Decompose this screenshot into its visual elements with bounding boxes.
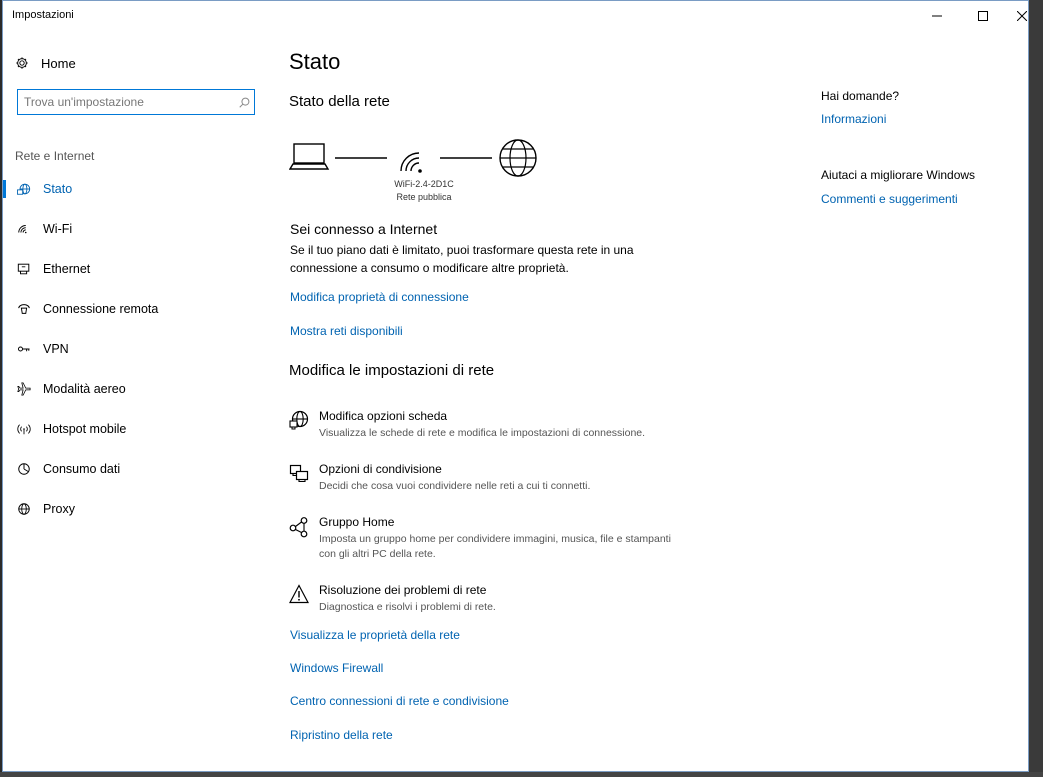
gear-icon [15, 56, 29, 70]
ethernet-icon [5, 262, 43, 276]
airplane-icon [5, 382, 43, 396]
page-title: Stato [289, 49, 341, 74]
setting-title: Modifica opzioni scheda [319, 409, 448, 423]
setting-title: Gruppo Home [319, 515, 395, 529]
info-link[interactable]: Informazioni [821, 112, 887, 126]
network-status-heading: Stato della rete [289, 93, 390, 110]
sidebar-item-modalita-aereo[interactable] [3, 369, 273, 409]
home-nav-item[interactable] [15, 49, 76, 77]
setting-homegroup[interactable] [289, 515, 789, 562]
sidebar-item-ethernet[interactable] [3, 249, 273, 289]
sidebar-item-label: Proxy [43, 502, 75, 516]
hotspot-icon [5, 422, 43, 436]
setting-network-troubleshoot[interactable] [289, 583, 789, 615]
minimize-button[interactable] [918, 1, 956, 31]
network-sharing-center-link[interactable]: Centro connessioni di rete e condivisione [290, 694, 509, 708]
background-desktop-strip [1029, 0, 1043, 777]
warning-icon [289, 583, 319, 615]
wifi-signal-icon [401, 153, 422, 173]
sidebar-item-proxy[interactable] [3, 489, 273, 529]
internet-globe-icon [500, 140, 536, 176]
sidebar [3, 31, 273, 771]
dialup-icon [5, 302, 43, 316]
setting-title: Opzioni di condivisione [319, 462, 442, 476]
sharing-icon [289, 462, 319, 494]
feedback-link[interactable]: Commenti e suggerimenti [821, 192, 958, 206]
maximize-icon [978, 11, 988, 21]
show-available-networks-link[interactable]: Mostra reti disponibili [290, 324, 403, 338]
setting-sharing-options[interactable] [289, 462, 789, 494]
globe-icon [5, 502, 43, 516]
main-content [289, 31, 809, 771]
laptop-icon [290, 144, 328, 169]
data-usage-icon [5, 462, 43, 476]
background-desktop-bottom [0, 772, 1043, 777]
nav-list [3, 169, 273, 529]
sidebar-item-vpn[interactable] [3, 329, 273, 369]
vpn-icon [5, 342, 43, 356]
change-connection-properties-link[interactable]: Modifica proprietà di connessione [290, 290, 469, 304]
setting-description: Decidi che cosa vuoi condividere nelle reti a cui ti connetti. [319, 480, 591, 492]
search-box[interactable] [17, 89, 255, 115]
maximize-button[interactable] [964, 1, 1002, 31]
network-name: WiFi-2.4-2D1C [394, 179, 454, 189]
search-icon[interactable] [234, 97, 254, 108]
sidebar-item-connessione-remota[interactable] [3, 289, 273, 329]
sidebar-item-label: Hotspot mobile [43, 422, 127, 436]
search-input[interactable] [18, 95, 234, 109]
home-label: Home [41, 55, 76, 71]
wifi-icon [5, 222, 43, 236]
setting-description: Diagnostica e risolvi i problemi di rete. [319, 601, 496, 613]
connected-title: Sei connesso a Internet [290, 221, 438, 237]
sidebar-item-label: Modalità aereo [43, 382, 126, 396]
setting-title: Risoluzione dei problemi di rete [319, 583, 487, 597]
homegroup-icon [289, 515, 319, 562]
sidebar-item-label: Ethernet [43, 262, 91, 276]
close-icon [1017, 11, 1027, 21]
section-label: Rete e Internet [15, 149, 95, 163]
adapter-globe-icon [289, 409, 319, 441]
network-name-block [367, 178, 481, 204]
window-title: Impostazioni [12, 9, 74, 21]
sidebar-item-wifi[interactable] [3, 209, 273, 249]
sidebar-item-hotspot-mobile[interactable] [3, 409, 273, 449]
improve-windows-heading: Aiutaci a migliorare Windows [821, 168, 976, 182]
close-button[interactable] [1003, 1, 1029, 31]
minimize-icon [932, 11, 942, 21]
network-reset-link[interactable]: Ripristino della rete [290, 728, 393, 742]
settings-window [2, 0, 1029, 772]
windows-firewall-link[interactable]: Windows Firewall [290, 661, 384, 675]
sidebar-item-label: Stato [43, 182, 73, 196]
change-settings-heading: Modifica le impostazioni di rete [289, 362, 495, 379]
title-bar[interactable] [3, 1, 1028, 31]
connected-description: Se il tuo piano dati è limitato, puoi trasformare questa rete in una connessione a consumo o modificare altre proprietà. [290, 243, 634, 275]
sidebar-item-label: Wi-Fi [43, 222, 73, 236]
network-type: Rete pubblica [396, 192, 452, 202]
status-icon [5, 182, 43, 196]
view-network-properties-link[interactable]: Visualizza le proprietà della rete [290, 628, 460, 642]
sidebar-item-label: Connessione remota [43, 302, 159, 316]
sidebar-item-consumo-dati[interactable] [3, 449, 273, 489]
sidebar-item-stato[interactable] [3, 169, 273, 209]
setting-change-adapter-options[interactable] [289, 409, 789, 441]
questions-heading: Hai domande? [821, 89, 900, 103]
sidebar-item-label: Consumo dati [43, 462, 121, 476]
setting-description: Imposta un gruppo home per condividere immagini, musica, file e stampanti con gli altri PC della rete. [319, 533, 671, 560]
setting-description: Visualizza le schede di rete e modifica le impostazioni di connessione. [319, 427, 646, 439]
sidebar-item-label: VPN [43, 342, 69, 356]
